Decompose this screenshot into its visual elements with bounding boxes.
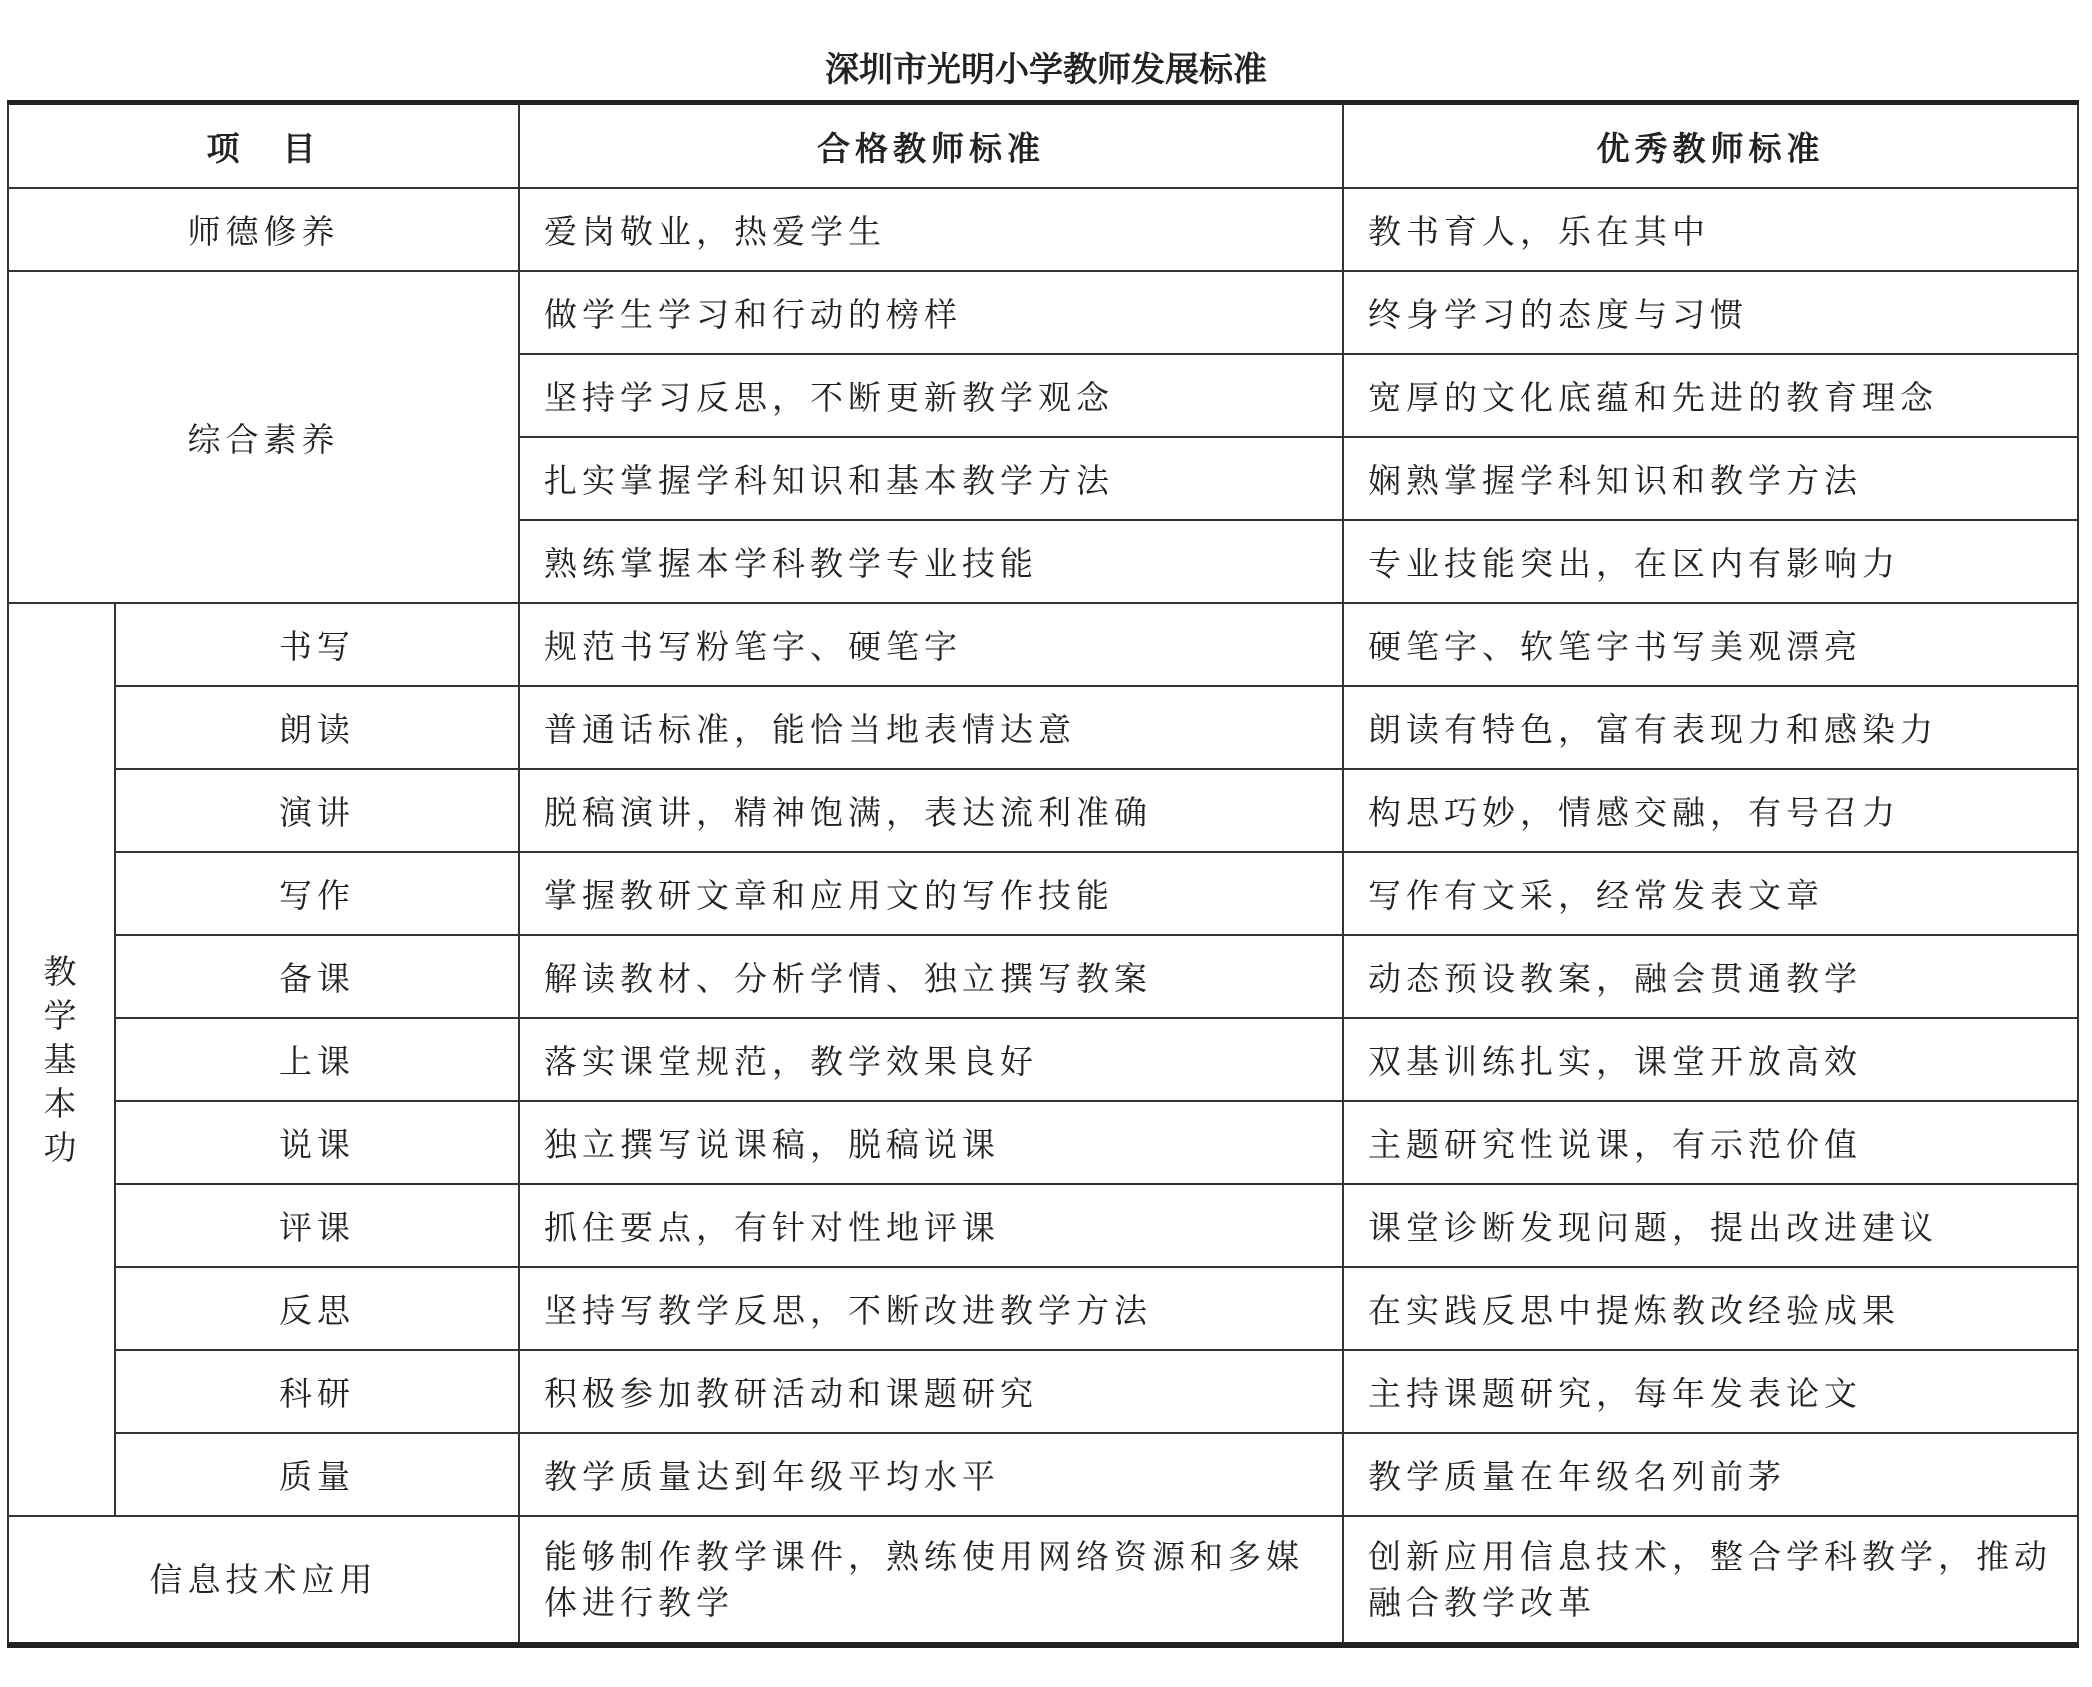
- sub-item-cell: 朗读: [115, 686, 519, 769]
- excellent-cell: 主题研究性说课，有示范价值: [1343, 1101, 2078, 1184]
- excellent-cell: 专业技能突出，在区内有影响力: [1343, 520, 2078, 603]
- qualified-cell: 坚持学习反思，不断更新教学观念: [519, 354, 1343, 437]
- header-qualified: 合格教师标准: [519, 103, 1343, 189]
- table-row: [8, 1101, 2078, 1184]
- table-row: [8, 852, 2078, 935]
- sub-item-cell: 备课: [115, 935, 519, 1018]
- table-row: [8, 603, 2078, 686]
- qualified-cell: 熟练掌握本学科教学专业技能: [519, 520, 1343, 603]
- qualified-cell: 规范书写粉笔字、硬笔字: [519, 603, 1343, 686]
- table-row: [8, 1516, 2078, 1645]
- table-row: [8, 1350, 2078, 1433]
- qualified-cell: 能够制作教学课件，熟练使用网络资源和多媒体进行教学: [519, 1516, 1343, 1645]
- sub-item-cell: 科研: [115, 1350, 519, 1433]
- qualified-cell: 掌握教研文章和应用文的写作技能: [519, 852, 1343, 935]
- table-row: [8, 1184, 2078, 1267]
- sub-item-cell: 评课: [115, 1184, 519, 1267]
- item-cell: 师德修养: [8, 188, 519, 271]
- sub-item-cell: 说课: [115, 1101, 519, 1184]
- item-cell: 综合素养: [8, 271, 519, 603]
- qualified-cell: 落实课堂规范，教学效果良好: [519, 1018, 1343, 1101]
- qualified-cell: 扎实掌握学科知识和基本教学方法: [519, 437, 1343, 520]
- sub-item-cell: 书写: [115, 603, 519, 686]
- standards-table: [7, 100, 2079, 1648]
- excellent-cell: 硬笔字、软笔字书写美观漂亮: [1343, 603, 2078, 686]
- excellent-cell: 教书育人，乐在其中: [1343, 188, 2078, 271]
- qualified-cell: 爱岗敬业，热爱学生: [519, 188, 1343, 271]
- excellent-cell: 构思巧妙，情感交融，有号召力: [1343, 769, 2078, 852]
- excellent-cell: 写作有文采，经常发表文章: [1343, 852, 2078, 935]
- excellent-cell: 朗读有特色，富有表现力和感染力: [1343, 686, 2078, 769]
- table-row: [8, 1433, 2078, 1516]
- sub-item-cell: 质量: [115, 1433, 519, 1516]
- category-label: 教学基本功: [43, 951, 82, 1167]
- table-row: [8, 188, 2078, 271]
- table-row: [8, 271, 2078, 354]
- excellent-cell: 课堂诊断发现问题，提出改进建议: [1343, 1184, 2078, 1267]
- table-row: [8, 935, 2078, 1018]
- qualified-cell: 坚持写教学反思，不断改进教学方法: [519, 1267, 1343, 1350]
- qualified-cell: 做学生学习和行动的榜样: [519, 271, 1343, 354]
- table-row: [8, 1018, 2078, 1101]
- excellent-cell: 双基训练扎实，课堂开放高效: [1343, 1018, 2078, 1101]
- qualified-cell: 教学质量达到年级平均水平: [519, 1433, 1343, 1516]
- table-row: [8, 769, 2078, 852]
- qualified-cell: 脱稿演讲，精神饱满，表达流利准确: [519, 769, 1343, 852]
- sub-item-cell: 上课: [115, 1018, 519, 1101]
- sub-item-cell: 写作: [115, 852, 519, 935]
- sub-item-cell: 演讲: [115, 769, 519, 852]
- table-row: [8, 1267, 2078, 1350]
- qualified-cell: 抓住要点，有针对性地评课: [519, 1184, 1343, 1267]
- qualified-cell: 普通话标准，能恰当地表情达意: [519, 686, 1343, 769]
- header-item: 项 目: [8, 103, 519, 189]
- table-row: [8, 686, 2078, 769]
- qualified-cell: 独立撰写说课稿，脱稿说课: [519, 1101, 1343, 1184]
- excellent-cell: 主持课题研究，每年发表论文: [1343, 1350, 2078, 1433]
- item-cell: 信息技术应用: [8, 1516, 519, 1645]
- qualified-cell: 解读教材、分析学情、独立撰写教案: [519, 935, 1343, 1018]
- excellent-cell: 终身学习的态度与习惯: [1343, 271, 2078, 354]
- sub-item-cell: 反思: [115, 1267, 519, 1350]
- page-title: 深圳市光明小学教师发展标准: [825, 50, 1267, 90]
- excellent-cell: 宽厚的文化底蕴和先进的教育理念: [1343, 354, 2078, 437]
- qualified-cell: 积极参加教研活动和课题研究: [519, 1350, 1343, 1433]
- table-header-row: [8, 103, 2078, 189]
- excellent-cell: 教学质量在年级名列前茅: [1343, 1433, 2078, 1516]
- excellent-cell: 在实践反思中提炼教改经验成果: [1343, 1267, 2078, 1350]
- excellent-cell: 动态预设教案，融会贯通教学: [1343, 935, 2078, 1018]
- excellent-cell: 创新应用信息技术，整合学科教学，推动融合教学改革: [1343, 1516, 2078, 1645]
- category-cell: [8, 603, 115, 1516]
- excellent-cell: 娴熟掌握学科知识和教学方法: [1343, 437, 2078, 520]
- header-excellent: 优秀教师标准: [1343, 103, 2078, 189]
